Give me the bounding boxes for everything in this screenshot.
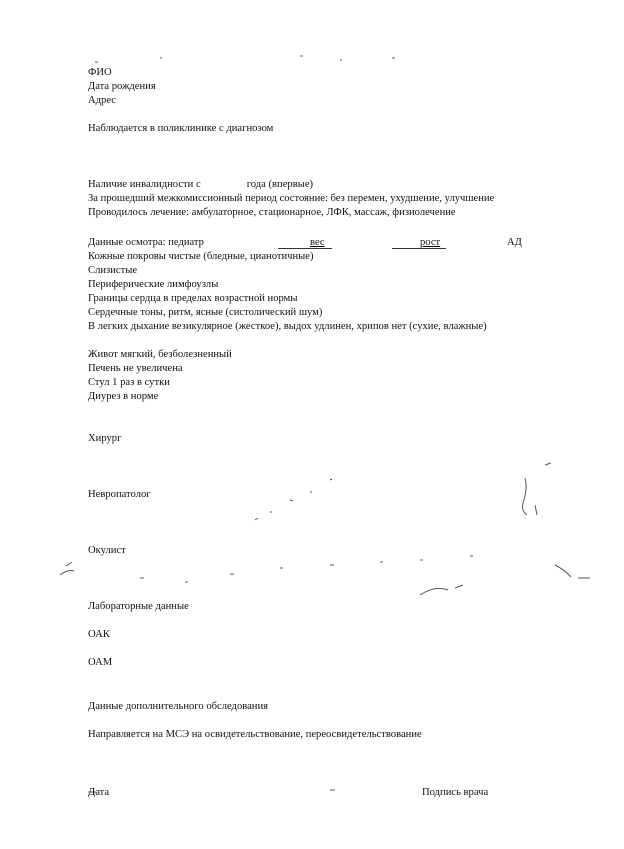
date-label: Дата: [88, 787, 110, 798]
exam-pediatrician-label: Данные осмотра: педиатр: [88, 237, 204, 248]
referral-line: Направляется на МСЭ на освидетельствование, переосвидетельствование: [88, 729, 422, 740]
fio-label: ФИО: [88, 67, 112, 78]
skin-line: Кожные покровы чистые (бледные, цианотичные): [88, 251, 314, 262]
liver-line: Печень не увеличена: [88, 363, 183, 374]
period-state-line: За прошедший межкомиссионный период состояние: без перемен, ухудшение, улучшение: [88, 193, 495, 204]
heart-tones-line: Сердечные тоны, ритм, ясные (систолический шум): [88, 307, 323, 318]
address-label: Адрес: [88, 95, 117, 106]
stool-line: Стул 1 раз в сутки: [88, 377, 170, 388]
oculist-label: Окулист: [88, 545, 126, 556]
surgeon-label: Хирург: [88, 433, 122, 444]
oam-label: ОАМ: [88, 657, 113, 668]
oak-label: ОАК: [88, 629, 110, 640]
disability-prefix: Наличие инвалидности с: [88, 179, 201, 190]
birth-date-label: Дата рождения: [88, 81, 156, 92]
weight-underline: [278, 248, 332, 249]
exam-height-label: рост: [420, 237, 441, 248]
observed-diagnosis-label: Наблюдается в поликлинике с диагнозом: [88, 123, 274, 134]
lab-data-label: Лабораторные данные: [88, 601, 189, 612]
heart-borders-line: Границы сердца в пределах возрастной нормы: [88, 293, 298, 304]
height-underline: [392, 248, 446, 249]
doctor-signature-label: Подпись врача: [422, 787, 489, 798]
lymph-line: Периферические лимфоузлы: [88, 279, 219, 290]
treatment-line: Проводилось лечение: амбулаторное, стационарное, ЛФК, массаж, физиолечение: [88, 207, 456, 218]
diuresis-line: Диурез в норме: [88, 391, 159, 402]
disability-line: [88, 178, 313, 191]
mucosa-line: Слизистые: [88, 265, 138, 276]
neurologist-label: Невропатолог: [88, 489, 151, 500]
lungs-line: В легких дыхание везикулярное (жесткое), выдох удлинен, хрипов нет (сухие, влажные): [88, 321, 487, 332]
exam-weight-label: вес: [310, 237, 325, 248]
extra-exam-label: Данные дополнительного обследования: [88, 701, 269, 712]
disability-suffix: года (впервые): [246, 179, 314, 190]
exam-bp-label: АД: [507, 237, 522, 248]
abdomen-line: Живот мягкий, безболезненный: [88, 349, 232, 360]
